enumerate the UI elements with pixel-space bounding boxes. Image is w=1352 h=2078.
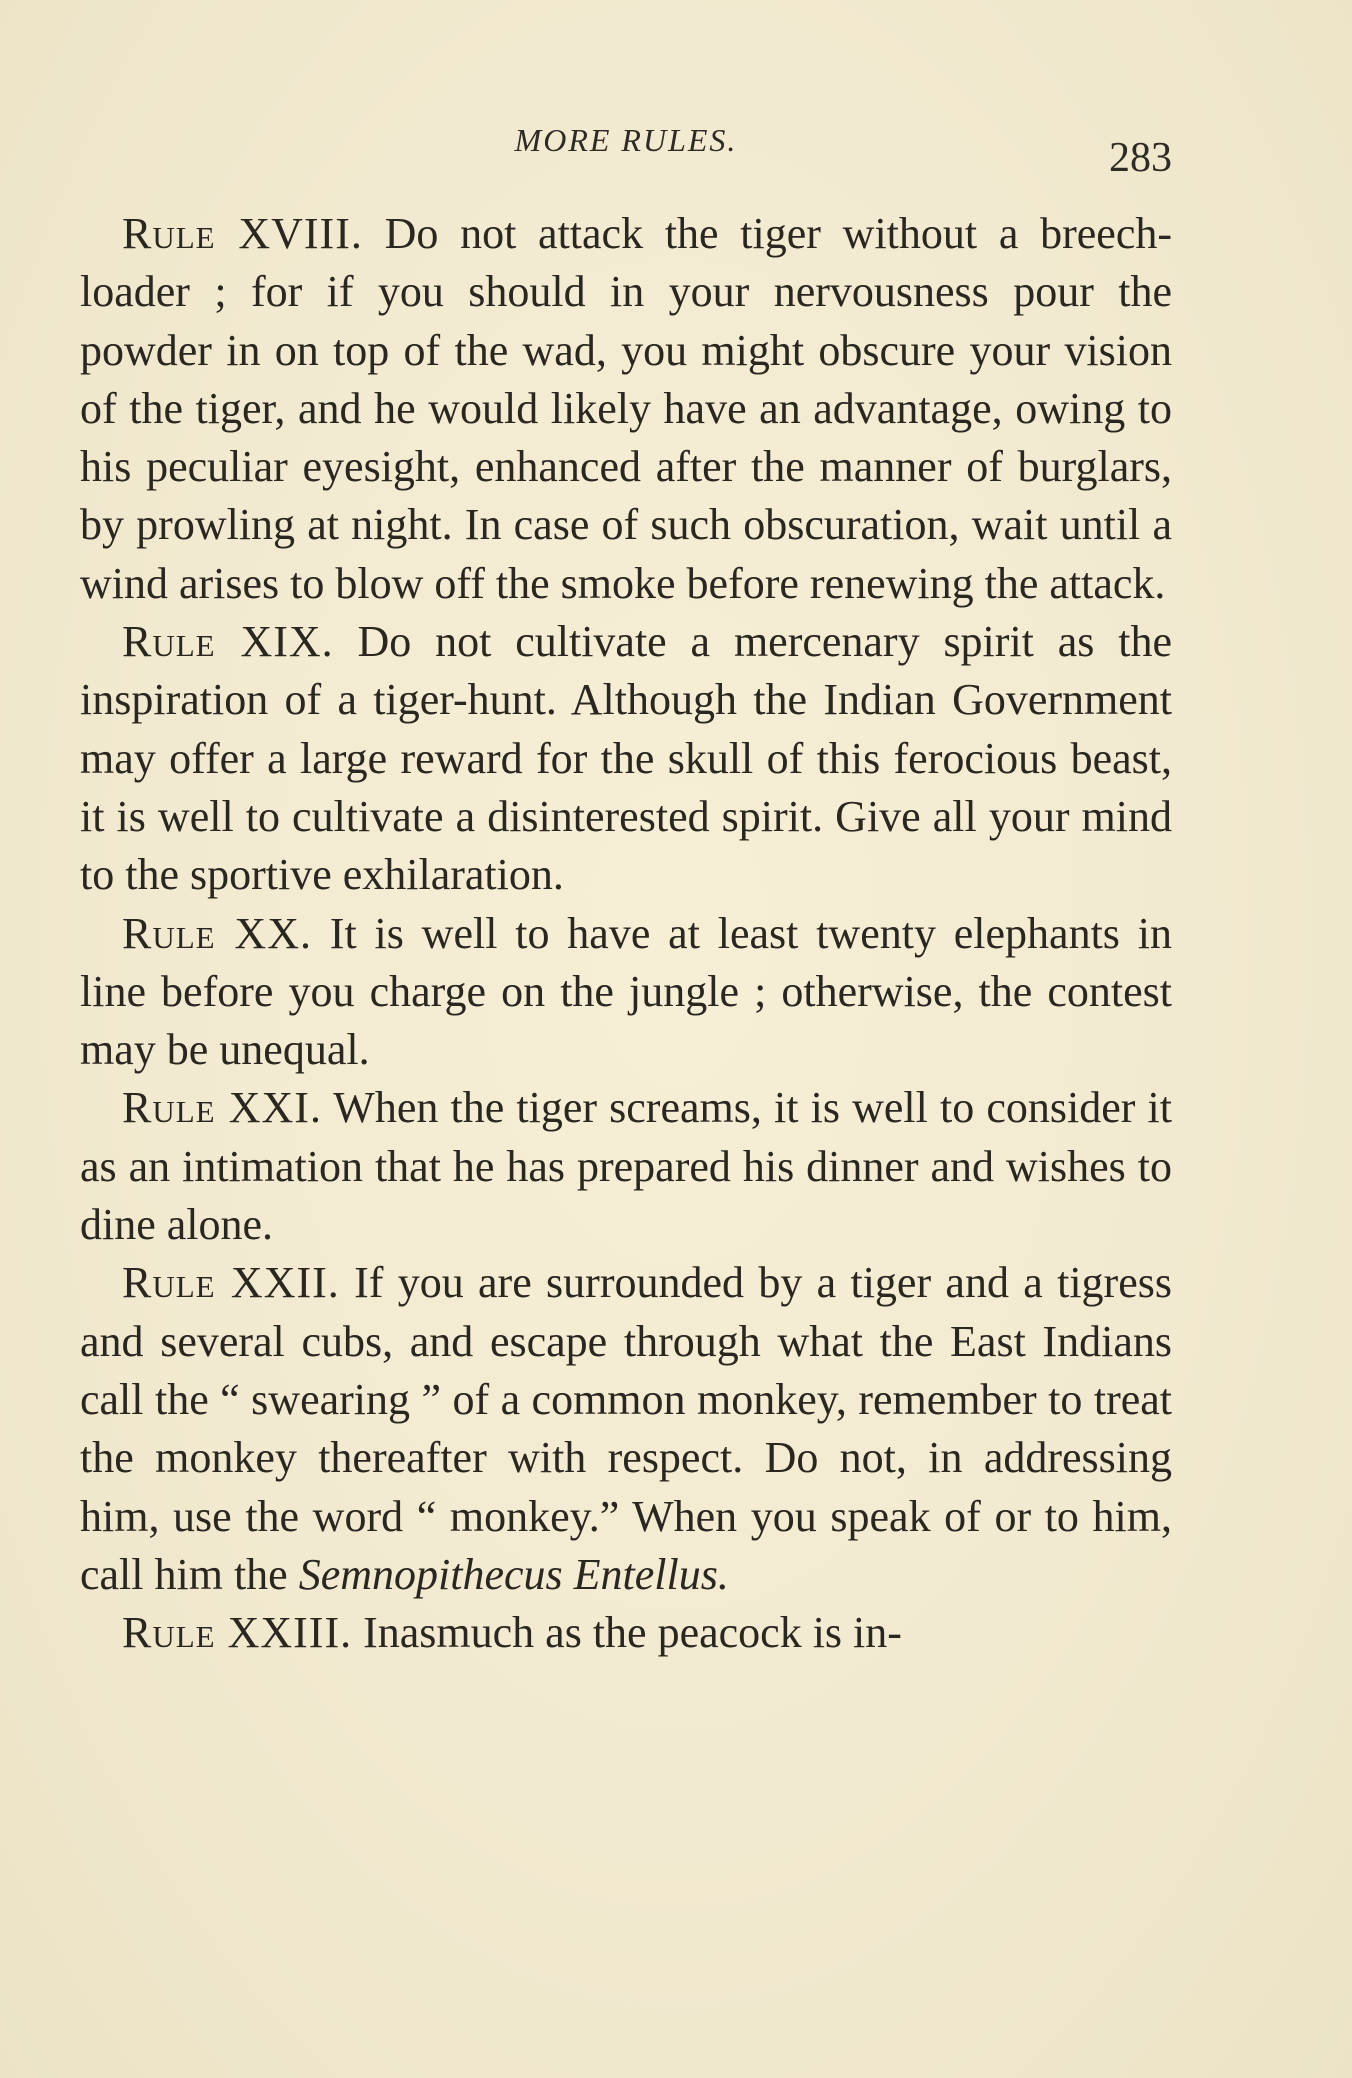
italic-species-name: Semnopithecus Entellus. (298, 1549, 729, 1599)
rule-label: Rule XX. (122, 908, 312, 958)
paragraph-text: It is well to have at least twenty elephants in line before you charge on the jungle ; otherwise, the contest may be unequal. (80, 908, 1172, 1075)
paragraph-text: If you are surrounded by a tiger and a tigress and several cubs, and escape through what the East Indians call the “ swearing ” of a common monkey, remember to treat the monkey thereafter with respect. Do not, in addressing him, use the word “ monkey.” When you speak of or to him, call him the (80, 1258, 1172, 1599)
paragraph-rule-xxiii (80, 1604, 1172, 1662)
paragraph-text: Inasmuch as the peacock is in- (352, 1608, 902, 1658)
paragraph-text: Do not cultivate a mercenary spirit as the inspiration of a tiger-hunt. Although the Indian Government may offer a large reward for the skull of this ferocious beast, it is well to cultivate a disinterested spirit. Give all your mind to the sportive exhilaration. (80, 617, 1172, 900)
paragraph-rule-xviii (80, 205, 1172, 613)
paragraph-rule-xx (80, 905, 1172, 1080)
running-head (80, 118, 1172, 181)
paragraph-rule-xxi (80, 1079, 1172, 1254)
paragraph-text: Do not attack the tiger without a breech-loader ; for if you should in your nervousness pour the powder in on top of the wad, you might obscure your vision of the tiger, and he would likely have an advantage, owing to his peculiar eyesight, enhanced after the manner of burglars, by prowling at night. In case of such obscuration, wait until a wind arises to blow off the smoke before renewing the attack. (80, 209, 1172, 608)
running-title: MORE RULES. (514, 122, 738, 158)
paragraph-text: When the tiger screams, it is well to consider it as an intimation that he has prepared his dinner and wishes to dine alone. (80, 1083, 1172, 1250)
rule-label: Rule XVIII. (122, 209, 363, 258)
rule-label: Rule XIX. (122, 617, 334, 667)
rule-label: Rule XXII. (122, 1258, 340, 1308)
rule-label: Rule XXIII. (122, 1608, 353, 1658)
body-text (80, 205, 1172, 1662)
page-number: 283 (1109, 135, 1172, 181)
rule-label: Rule XXI. (122, 1083, 322, 1133)
paragraph-rule-xxii (80, 1254, 1172, 1604)
paragraph-rule-xix (80, 613, 1172, 904)
